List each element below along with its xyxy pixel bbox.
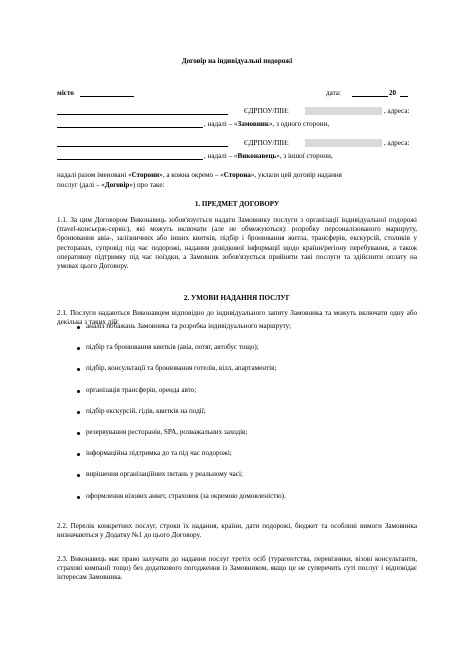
bullet-item: організація трансферів, оренда авто; <box>86 386 197 394</box>
bullet-item: підбір екскурсій, гідів, квитків на події; <box>86 407 206 415</box>
bullet-dot-icon <box>77 453 80 456</box>
section2-p21: 2.1. Послуги надаються Виконавцем відповідно до індивідуального запиту Замовника та можуть включати одну або декілька з таких дій: <box>57 309 417 327</box>
bullet-dot-icon <box>77 496 80 499</box>
bullet-item: інформаційна підтримка до та під час подорожі; <box>86 449 232 457</box>
section1-heading: 1. ПРЕДМЕТ ДОГОВОРУ <box>194 200 280 208</box>
intro-line-2: послуг (далі – «Договір») про таке: <box>57 181 165 189</box>
party1-address-label: , адреса: <box>384 107 410 115</box>
date-field[interactable] <box>352 96 388 97</box>
bullet-dot-icon <box>77 432 80 435</box>
party2-name-field[interactable] <box>57 146 228 147</box>
party1-edrpou-field[interactable] <box>305 107 382 115</box>
party1-address-field[interactable] <box>57 127 203 128</box>
document-title: Договір на індивідуальні подорожі <box>181 57 293 65</box>
year-field[interactable] <box>400 96 408 97</box>
date-label: дата: <box>326 89 341 97</box>
bullet-item: підбір, консультації та бронювання готелів, вілл, апартаментів; <box>86 364 277 372</box>
bullet-dot-icon <box>77 368 80 371</box>
bullet-dot-icon <box>77 326 80 329</box>
party2-edrpou-label: ЄДРПОУ/ПІН: <box>244 139 289 147</box>
bullet-dot-icon <box>77 411 80 414</box>
city-field[interactable] <box>80 96 134 97</box>
bullet-dot-icon <box>77 474 80 477</box>
bullet-dot-icon <box>77 390 80 393</box>
bullet-item: підбір та бронювання квитків (авіа, потяг, автобус тощо); <box>86 343 259 351</box>
city-label: місто <box>57 89 74 97</box>
section1-text: 1.1. За цим Договором Виконавець зобов'язується надати Замовнику послуги з організації індивідуальної подорожі (travel-консьєрж-сервіс), які можуть включати (але не обмежуються): розробку персоналізованого маршруту, бронювання авіа-, залізничних або інших квитків, підбір і бронювання житла, трансферів, екскурсій, столиків у ресторанах, супровід під час подорожі, надання довідкової інформації щодо країни/регіону перебування, а також оперативну підтримку під час поїздки, а Замовник зобов'язується прийняти такі послуги та здійснити оплату на умовах цього Договору. <box>57 216 417 271</box>
bullet-item: оформлення візових анкет, страховок (за окремою домовленістю). <box>86 492 286 500</box>
party1-edrpou-label: ЄДРПОУ/ПІН: <box>244 107 289 115</box>
section2-p22: 2.2. Перелік конкретних послуг, строки їх надання, країни, дати подорожі, бюджет та особливі вимоги Замовника визначаються у Додатку №1 до цього Договору. <box>57 522 417 540</box>
bullet-item: резервування ресторанів, SPA, розважальних заходів; <box>86 428 248 436</box>
party2-edrpou-field[interactable] <box>305 139 382 147</box>
intro-line-1: надалі разом іменовані «Сторони», а кожна окремо – «Сторона», уклали цей договір надання <box>57 171 342 179</box>
section2-p23: 2.3. Виконавець має право залучати до надання послуг третіх осіб (турагентства, перевізники, візові консультанти, страхові компанії тощо) без додаткового погодження із Замовником, якщо це не суперечить суті послуг і відповідає інтересам Замовника. <box>57 555 417 582</box>
party1-name-field[interactable] <box>57 114 228 115</box>
bullet-dot-icon <box>77 347 80 350</box>
party1-role: , надалі – «Замовник», з одного сторони, <box>204 120 330 128</box>
party2-address-label: , адреса: <box>384 139 410 147</box>
bullet-item: вирішення організаційних питань у реальному часі; <box>86 470 243 478</box>
bullet-item: аналіз побажань Замовника та розробка індивідуального маршруту; <box>86 322 292 330</box>
year-prefix: 20 <box>389 89 397 97</box>
section2-heading: 2. УМОВИ НАДАННЯ ПОСЛУГ <box>183 294 291 302</box>
party2-address-field[interactable] <box>57 159 203 160</box>
party2-role: , надалі – «Виконавець», з іншої сторони, <box>204 152 333 160</box>
